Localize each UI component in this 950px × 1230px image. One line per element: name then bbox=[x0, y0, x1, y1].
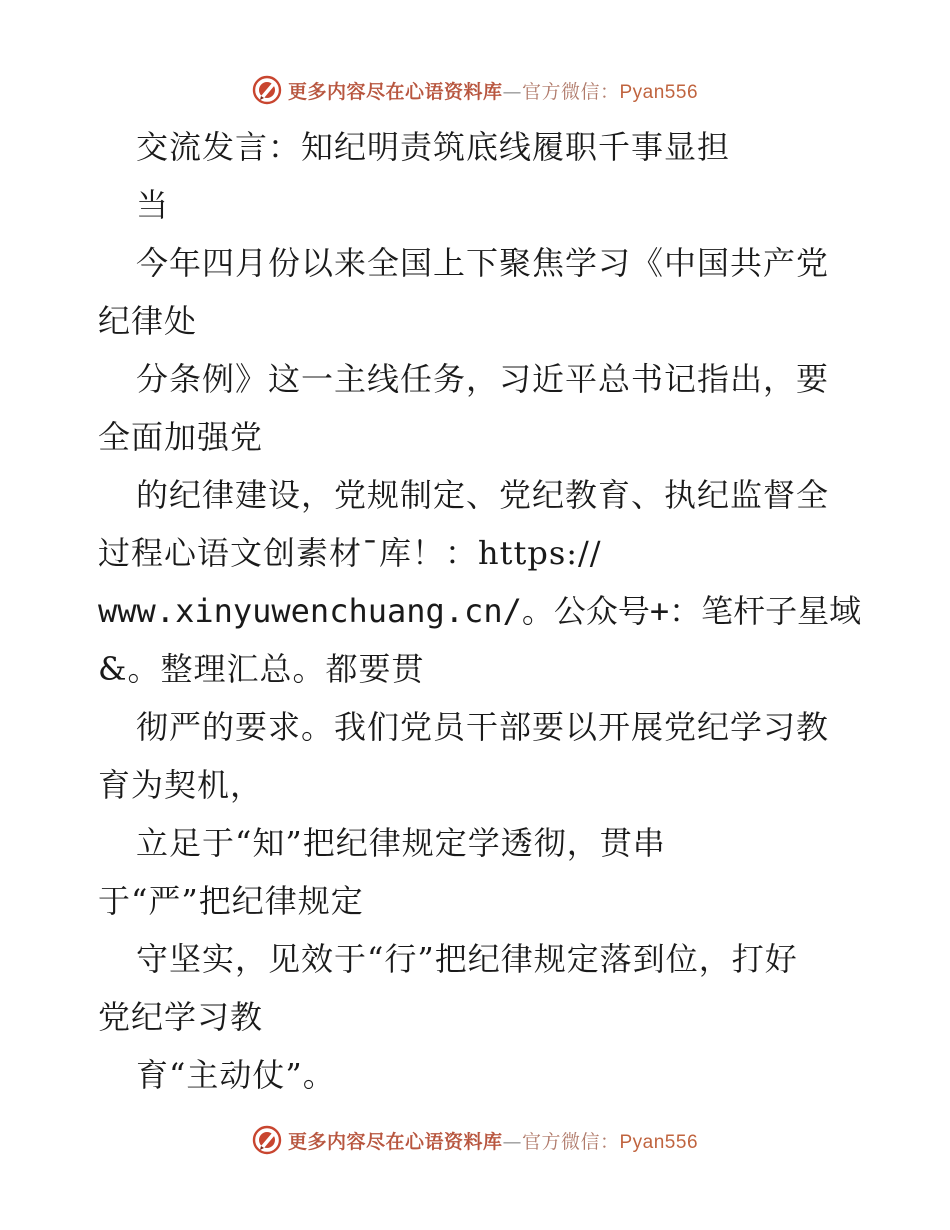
header-watermark-text: 更多内容尽在心语资料库—官方微信：Pyan556 bbox=[287, 80, 699, 103]
paragraph-line: 今年四月份以来全国上下聚焦学习《中国共产党 bbox=[136, 244, 830, 282]
paragraph-line: 彻严的要求。我们党员干部要以开展党纪学习教 bbox=[136, 708, 830, 746]
paragraph-line: 分条例》这一主线任务，习近平总书记指出，要 bbox=[136, 360, 830, 398]
paragraph-line: 过程心语文创素材¯库！：https:// bbox=[98, 534, 602, 572]
paragraph-line: 立足于“知”把纪律规定学透彻，贯串 bbox=[136, 824, 666, 862]
paragraph-line-url: www.xinyuwenchuang.cn/。公众号+：笔杆子星域 bbox=[98, 592, 862, 630]
paragraph-line: 守坚实，见效于“行”把纪律规定落到位，打好 bbox=[136, 940, 798, 978]
paragraph-line: 全面加强党 bbox=[98, 418, 264, 456]
document-title-line-2: 当 bbox=[136, 186, 170, 224]
paragraph-line: 育“主动仗”。 bbox=[136, 1056, 336, 1094]
paragraph-line: 的纪律建设，党规制定、党纪教育、执纪监督全 bbox=[136, 476, 830, 514]
document-title-line-1: 交流发言：知纪明责筑底线履职千事显担 bbox=[136, 128, 731, 166]
document-body bbox=[98, 118, 898, 1104]
header-watermark-banner bbox=[0, 70, 950, 110]
paragraph-line: 育为契机， bbox=[98, 766, 264, 804]
paragraph-line: 于“严”把纪律规定 bbox=[98, 882, 364, 920]
red-circle-pen-logo-icon bbox=[252, 1125, 282, 1155]
paragraph-line: 纪律处 bbox=[98, 302, 198, 340]
paragraph-line: 党纪学习教 bbox=[98, 998, 264, 1036]
red-circle-pen-logo-icon bbox=[252, 75, 282, 105]
footer-watermark-banner bbox=[0, 1120, 950, 1160]
paragraph-line: &。整理汇总。都要贯 bbox=[98, 650, 425, 688]
footer-watermark-text: 更多内容尽在心语资料库—官方微信：Pyan556 bbox=[287, 1130, 699, 1153]
